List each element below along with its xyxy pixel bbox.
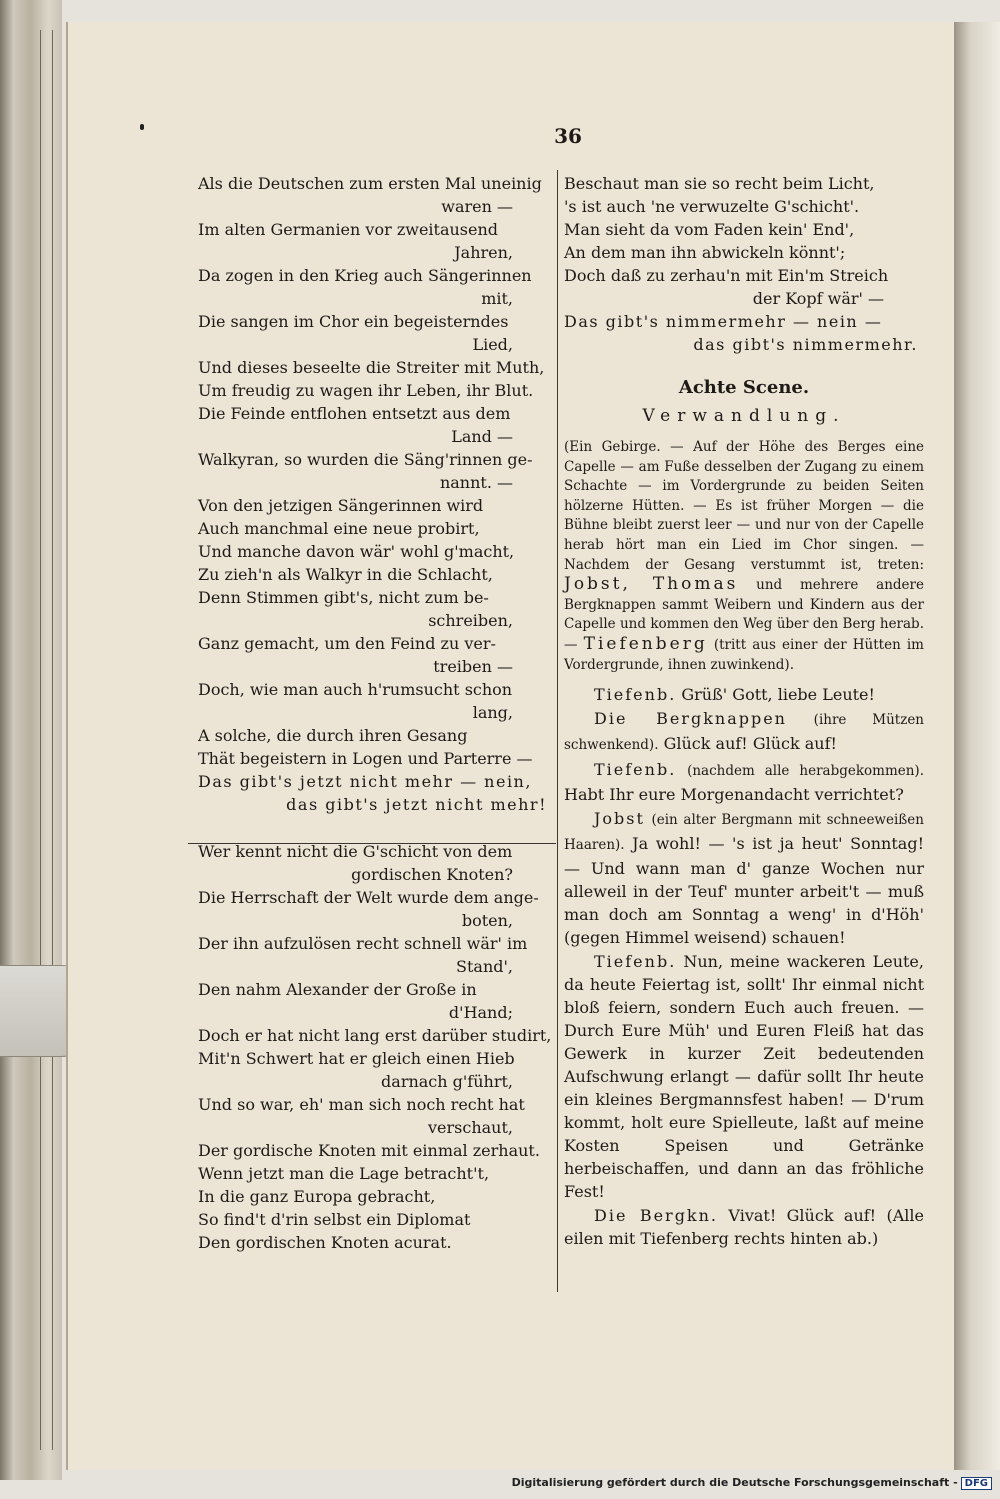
speaker-name: Tiefenb. xyxy=(594,685,677,705)
verse-line: Da zogen in den Krieg auch Sängerinnen xyxy=(198,266,532,285)
verse-line: Um freudig zu wagen ihr Leben, ihr Blut. xyxy=(198,381,534,400)
page-edge xyxy=(954,22,1000,1470)
verse-line: So find't d'rin selbst ein Diplomat xyxy=(198,1210,471,1229)
verse-line: Die sangen im Chor ein begeisterndes xyxy=(198,312,509,331)
verse-line: Auch manchmal eine neue probirt, xyxy=(198,519,480,538)
refrain-line: Das gibt's jetzt nicht mehr — nein, xyxy=(198,772,532,791)
dialogue-line xyxy=(564,683,924,706)
stanza-gap xyxy=(198,816,553,840)
verse-line: Beschaut man sie so recht beim Licht, xyxy=(564,174,875,193)
verse-line: Der ihn aufzulösen recht schnell wär' im xyxy=(198,934,528,953)
scene-subtitle: Verwandlung. xyxy=(642,406,846,426)
ink-mark xyxy=(140,124,144,130)
verse-line: Zu zieh'n als Walkyr in die Schlacht, xyxy=(198,565,493,584)
stage-text: und mehrere andere Bergknappen sammt Weibern und Kindern aus der Capelle und kommen den Weg über den Berg herab. — xyxy=(564,577,924,653)
verse-line: Mit'n Schwert hat er gleich einen Hieb xyxy=(198,1049,515,1068)
stage-direction xyxy=(564,438,924,675)
digitization-credit xyxy=(512,1476,992,1490)
speaker-name: Die Bergknappen xyxy=(594,709,787,729)
verse-continuation: darnach g'führt, xyxy=(381,1072,513,1091)
scene-title: Achte Scene. xyxy=(678,377,810,398)
verse-line: Und so war, eh' man sich noch recht hat xyxy=(198,1095,525,1114)
stage-cue: (nachdem alle herabgekommen). xyxy=(687,763,924,780)
verse-line: Man sieht da vom Faden kein' End', xyxy=(564,220,855,239)
column-divider xyxy=(557,170,558,1292)
speaker-name: Tiefenb. xyxy=(594,760,677,780)
verse-line: Denn Stimmen gibt's, nicht zum be- xyxy=(198,588,489,607)
right-column xyxy=(564,172,924,1251)
dialogue-line xyxy=(564,1204,924,1250)
verse-continuation: mit, xyxy=(481,289,513,308)
verse-line: Ganz gemacht, um den Feind zu ver- xyxy=(198,634,496,653)
verse-line: Die Feinde entflohen entsetzt aus dem xyxy=(198,404,511,423)
verse-continuation: Land — xyxy=(451,427,513,446)
verse-line: An dem man ihn abwickeln könnt'; xyxy=(564,243,846,262)
spoken-text: Grüß' Gott, liebe Leute! xyxy=(681,685,875,705)
verse-continuation: treiben — xyxy=(433,657,513,676)
verse-continuation: boten, xyxy=(461,911,513,930)
verse-continuation: lang, xyxy=(472,703,513,722)
verse-line: Wenn jetzt man die Lage betracht't, xyxy=(198,1164,490,1183)
character-names: Jobst, Thomas xyxy=(564,574,739,595)
character-name: Tiefenberg xyxy=(583,633,708,654)
spoken-text: Ja wohl! — 's ist ja heut' Sonntag! — Und wann man d' ganze Wochen nur alleweil in der Teuf' munter arbeit't — muß man doch am Sonntag a weng' in d'Höh' (gegen Himmel weisend) schauen! xyxy=(564,834,924,948)
dialogue-line xyxy=(564,950,924,1203)
spoken-text: Nun, meine wackeren Leute, da heute Feiertag ist, sollt' Ihr einmal nicht bloß feiern, sondern Euch auch freuen. — Durch Eure Müh' und Euren Fleiß hat das Gewerk in kurzer Zeit bedeutenden Aufschwung erlangt — dafür sollt Ihr heute ein kleines Bergmannsfest haben! — D'rum kommt, holt eure Spielleute, laßt auf meine Kosten Speisen und Getränke herbeischaffen, und dann an das fröhliche Fest! xyxy=(564,952,924,1202)
verse-line: Doch, wie man auch h'rumsucht schon xyxy=(198,680,513,699)
verse-continuation: schreiben, xyxy=(428,611,513,630)
left-column xyxy=(198,172,553,1254)
verse-line: Die Herrschaft der Welt wurde dem ange- xyxy=(198,888,539,907)
dialogue-line xyxy=(564,758,924,806)
stage-text: (tritt aus einer der Hütten im Vordergrunde, ihnen zuwinkend). xyxy=(564,636,924,673)
verse-continuation: der Kopf wär' — xyxy=(752,289,884,308)
verse-continuation: Lied, xyxy=(472,335,513,354)
refrain-continuation: das gibt's jetzt nicht mehr! xyxy=(286,795,547,814)
verse-line: Den gordischen Knoten acurat. xyxy=(198,1233,452,1252)
spoken-text: Habt Ihr eure Morgenandacht verrichtet? xyxy=(564,785,904,805)
dfg-logo: DFG xyxy=(961,1477,992,1490)
dialogue xyxy=(564,683,924,1250)
stage-cue: (ihre Mützen schwenkend). xyxy=(564,712,924,754)
verse-continuation: waren — xyxy=(441,197,513,216)
verse-line: Als die Deutschen zum ersten Mal uneinig xyxy=(198,174,542,193)
verse-line: Thät begeistern in Logen und Parterre — xyxy=(198,749,533,768)
verse-line: A solche, die durch ihren Gesang xyxy=(198,726,468,745)
verse-line: 's ist auch 'ne verwuzelte G'schicht'. xyxy=(564,197,860,216)
stage-cue: (ein alter Bergmann mit schneeweißen Haaren). xyxy=(564,812,924,854)
verse-line: Den nahm Alexander der Große in xyxy=(198,980,477,999)
verse-continuation: Jahren, xyxy=(454,243,513,262)
stage-text: (Ein Gebirge. — Auf der Höhe des Berges eine Capelle — am Fuße desselben der Zugang zu einem Schachte — im Vordergrunde zu beiden Seiten hölzerne Hütten. — Es ist früher Morgen — die Bühne bleibt zuerst leer — und nur von der Capelle herab hört man ein Lied im Chor singen. — Nachdem der Gesang verstummt ist, treten: xyxy=(564,439,924,573)
verse-line: Und dieses beseelte die Streiter mit Muth, xyxy=(198,358,545,377)
credit-text: Digitalisierung gefördert durch die Deutsche Forschungsgemeinschaft - xyxy=(511,1476,958,1489)
speaker-name: Jobst xyxy=(594,809,645,829)
dialogue-line xyxy=(564,707,924,757)
refrain-line: Das gibt's nimmermehr — nein — xyxy=(564,312,883,331)
spine-line xyxy=(40,30,41,1450)
spoken-text: Glück auf! Glück auf! xyxy=(663,734,837,754)
verse-line: Doch daß zu zerhau'n mit Ein'm Streich xyxy=(564,266,889,285)
verse-continuation: verschaut, xyxy=(428,1118,513,1137)
verse-continuation: Stand', xyxy=(456,957,513,976)
verse-line: Und manche davon wär' wohl g'macht, xyxy=(198,542,515,561)
refrain-continuation: das gibt's nimmermehr. xyxy=(693,335,918,354)
verse-line: Der gordische Knoten mit einmal zerhaut. xyxy=(198,1141,540,1160)
page-number: 36 xyxy=(554,124,582,148)
verse-line: Doch er hat nicht lang erst darüber studirt, xyxy=(198,1026,552,1045)
speaker-name: Die Bergkn. xyxy=(594,1206,719,1226)
verse-continuation: gordischen Knoten? xyxy=(351,865,513,884)
verse-line: In die ganz Europa gebracht, xyxy=(198,1187,436,1206)
dialogue-line xyxy=(564,807,924,949)
speaker-name: Tiefenb. xyxy=(594,952,677,972)
verse-line: Walkyran, so wurden die Säng'rinnen ge- xyxy=(198,450,533,469)
verse-continuation: d'Hand; xyxy=(448,1003,513,1022)
verse-continuation: nannt. — xyxy=(439,473,513,492)
verse-line: Von den jetzigen Sängerinnen wird xyxy=(198,496,484,515)
spine-line xyxy=(52,30,53,1450)
spoken-text: Vivat! Glück auf! (Alle eilen mit Tiefenberg rechts hinten ab.) xyxy=(564,1206,924,1249)
verse-line: Im alten Germanien vor zweitausend xyxy=(198,220,499,239)
verse-line: Wer kennt nicht die G'schicht von dem xyxy=(198,842,513,861)
